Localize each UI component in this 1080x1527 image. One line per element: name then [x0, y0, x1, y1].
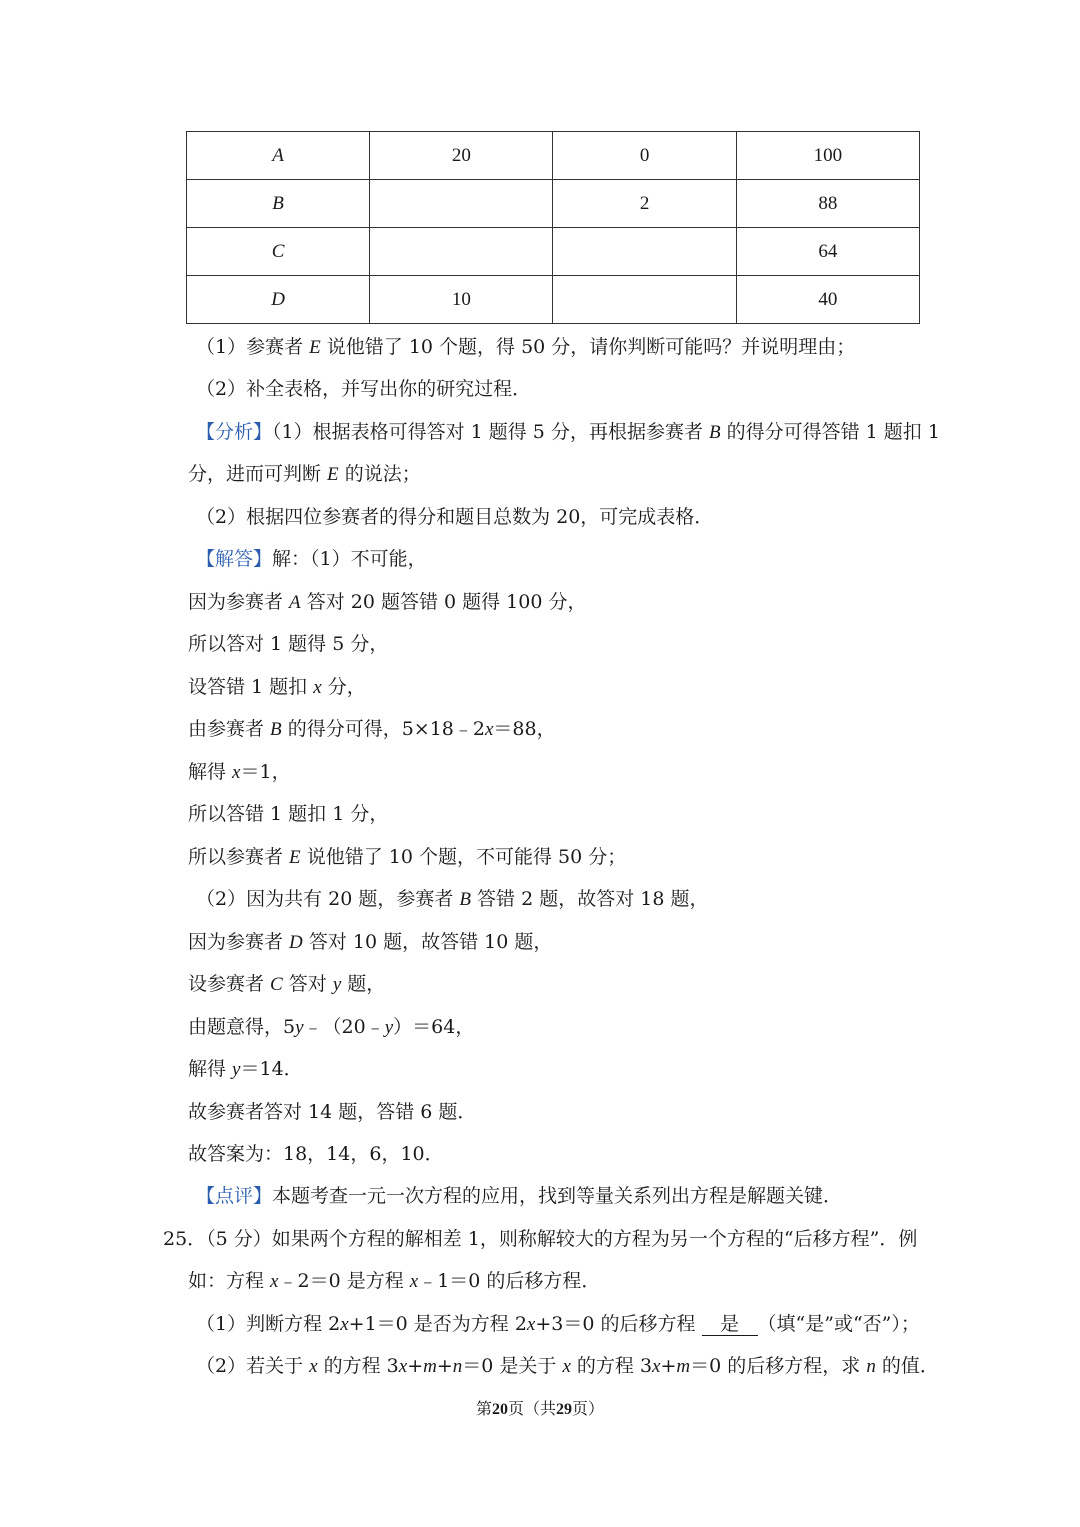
participant-name: A — [187, 132, 370, 180]
q25-part1: （1）判断方程 2x+1＝0 是否为方程 2x+3＝0 的后移方程 是 （填“是”或“否”）； — [196, 1313, 920, 1335]
solution-line: 因为参赛者 A 答对 20 题答错 0 题得 100 分， — [188, 591, 587, 613]
wrong-count — [553, 276, 736, 324]
table-row — [187, 180, 920, 228]
solution-line: 所以参赛者 E 说他错了 10 个题，不可能得 50 分； — [188, 846, 627, 868]
q25-part2: （2）若关于 x 的方程 3x+m+n＝0 是关于 x 的方程 3x+m＝0 的后移方程，求 n 的值． — [196, 1355, 939, 1377]
score-table — [186, 131, 920, 324]
solution-line: （2）因为共有 20 题，参赛者 B 答错 2 题，故答对 18 题， — [196, 888, 709, 910]
participant-name: C — [187, 228, 370, 276]
correct-count — [370, 228, 553, 276]
solution-line: 解得 y＝14． — [188, 1058, 303, 1080]
correct-count — [370, 180, 553, 228]
answer-head: 【解答】解：（1）不可能， — [196, 548, 427, 570]
solution-line: 所以答错 1 题扣 1 分， — [188, 803, 389, 825]
analysis-line-1: 【分析】（1）根据表格可得答对 1 题得 5 分，再根据参赛者 B 的得分可得答错 1 题扣 1 — [196, 421, 940, 443]
solution-line: 由参赛者 B 的得分可得，5×18﹣2x＝88， — [188, 718, 556, 740]
solution-line: 所以答对 1 题得 5 分， — [188, 633, 389, 655]
analysis-label: 【分析】 — [196, 421, 273, 443]
page-total: 29 — [556, 1401, 572, 1418]
analysis-line-2: 分，进而可判断 E 的说法； — [188, 463, 421, 485]
correct-count: 20 — [370, 132, 553, 180]
solution-line: 设参赛者 C 答对 y 题， — [188, 973, 386, 995]
correct-count: 10 — [370, 276, 553, 324]
q24-part2: （2）补全表格，并写出你的研究过程． — [196, 378, 532, 400]
score: 64 — [736, 228, 919, 276]
comment-line: 【点评】本题考查一元一次方程的应用，找到等量关系列出方程是解题关键． — [196, 1185, 843, 1207]
table-row — [187, 276, 920, 324]
answer-label: 【解答】 — [196, 548, 273, 570]
answer-blank: 是 — [702, 1313, 758, 1336]
wrong-count — [553, 228, 736, 276]
comment-label: 【点评】 — [196, 1185, 273, 1207]
wrong-count: 2 — [553, 180, 736, 228]
q24-part1: （1）参赛者 E 说他错了 10 个题，得 50 分，请你判断可能吗？并说明理由； — [196, 336, 856, 358]
table-row — [187, 132, 920, 180]
analysis-line-3: （2）根据四位参赛者的得分和题目总数为 20，可完成表格． — [196, 506, 714, 528]
solution-line: 因为参赛者 D 答对 10 题，故答错 10 题， — [188, 931, 553, 953]
score: 88 — [736, 180, 919, 228]
page-footer: 第20页（共29页） — [475, 1399, 605, 1418]
participant-name: B — [187, 180, 370, 228]
page-number: 20 — [491, 1401, 508, 1418]
q25-head: 25．（5 分）如果两个方程的解相差 1，则称解较大的方程为另一个方程的“后移方程”．例 — [163, 1228, 918, 1250]
solution-line: 由题意得，5y﹣（20﹣y）＝64， — [188, 1016, 475, 1038]
solution-line: 故答案为：18，14，6，10． — [188, 1143, 444, 1165]
score: 40 — [736, 276, 919, 324]
table-row — [187, 228, 920, 276]
solution-line: 故参赛者答对 14 题，答错 6 题． — [188, 1101, 477, 1123]
solution-line: 解得 x＝1， — [188, 761, 291, 783]
participant-name: D — [187, 276, 370, 324]
wrong-count: 0 — [553, 132, 736, 180]
score: 100 — [736, 132, 919, 180]
q25-example: 如：方程 x﹣2＝0 是方程 x﹣1＝0 的后移方程． — [188, 1270, 601, 1292]
solution-line: 设答错 1 题扣 x 分， — [188, 676, 366, 698]
